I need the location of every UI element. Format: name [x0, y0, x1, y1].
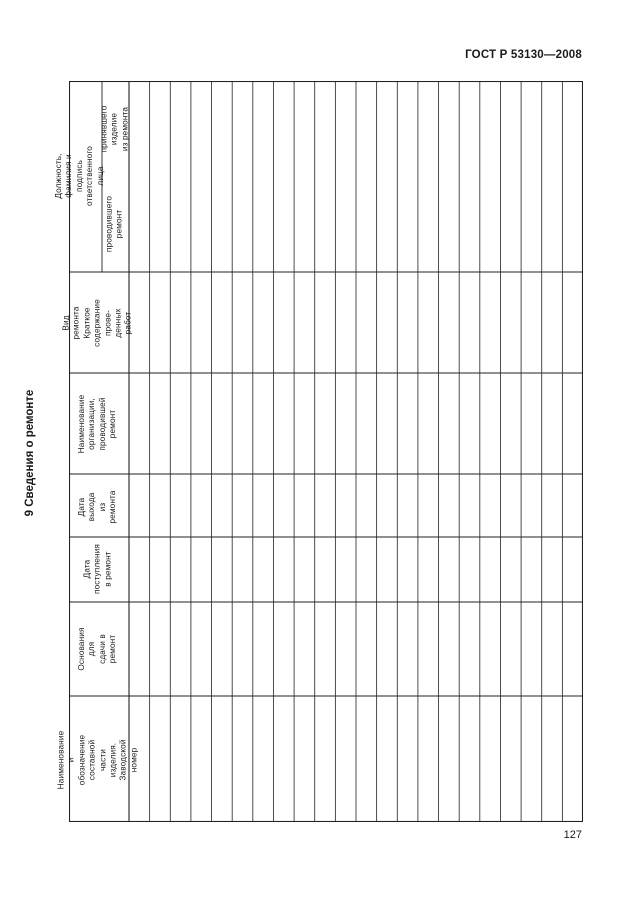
table-grid	[69, 81, 583, 822]
col-header-accepted-label: принявшего изделие из ремонта	[99, 105, 130, 153]
col-header-date-out-label: Дата выхода из ремонта	[77, 490, 118, 524]
col-header-name-label: Наименование и обозначение составной части изделия. Заводской номер	[56, 730, 139, 790]
col-header-org-label: Наименование организации, проводившей ремонт	[77, 394, 118, 454]
repair-record-table	[53, 81, 583, 822]
col-header-responsible-label: Должность, фамилия и подпись ответственного лица	[53, 145, 105, 207]
section-title-text: 9 Сведения о ремонте	[24, 389, 36, 517]
table-frame	[70, 82, 583, 822]
col-header-kind-label: Вид ремонта Краткое содержание прове- денных работ	[61, 299, 134, 347]
col-header-date-in-label: Дата поступления в ремонт	[82, 544, 113, 594]
col-header-performed-label: проводившего ремонт	[104, 195, 124, 253]
page-number: 127	[563, 829, 582, 841]
col-header-reason-label: Основания для сдачи в ремонт	[77, 627, 118, 671]
standard-number: ГОСТ Р 53130—2008	[465, 49, 582, 61]
